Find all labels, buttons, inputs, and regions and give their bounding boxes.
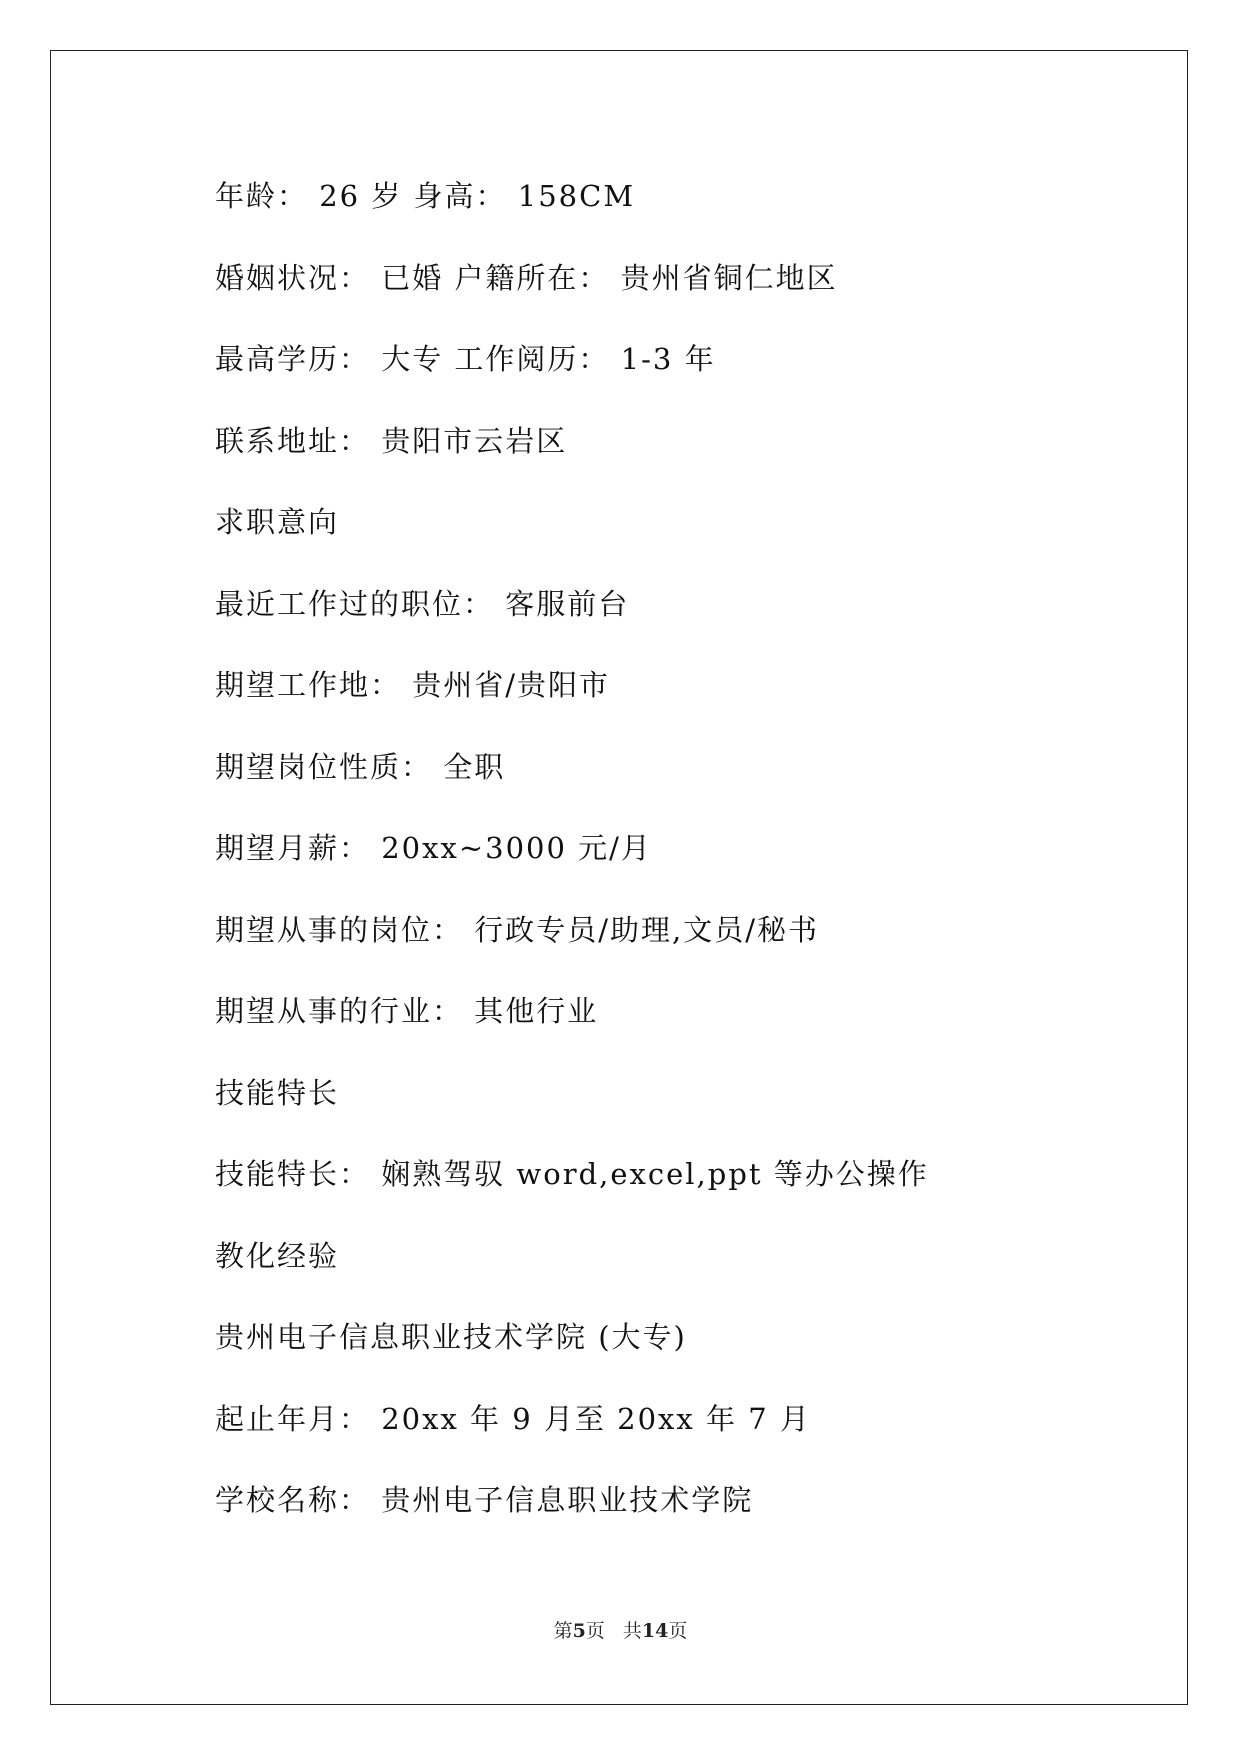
page-suffix: 页 bbox=[585, 1620, 605, 1642]
skills-line: 技能特长： 娴熟驾驭 word,excel,ppt 等办公操作 bbox=[215, 1157, 929, 1191]
expected-position-line: 期望从事的岗位： 行政专员/助理,文员/秘书 bbox=[215, 912, 819, 947]
section-heading-skills: 技能特长 bbox=[215, 1075, 340, 1110]
address-line: 联系地址： 贵阳市云岩区 bbox=[215, 423, 568, 458]
marital-hukou-line: 婚姻状况： 已婚 户籍所在： 贵州省铜仁地区 bbox=[215, 260, 838, 295]
study-period-line: 起止年月： 20xx 年 9 月至 20xx 年 7 月 bbox=[215, 1401, 811, 1436]
page-footer bbox=[0, 1616, 1241, 1643]
total-suffix: 页 bbox=[668, 1620, 688, 1642]
recent-position-line: 最近工作过的职位： 客服前台 bbox=[215, 586, 630, 621]
age-height-line: 年龄： 26 岁 身高： 158CM bbox=[215, 179, 636, 213]
section-heading-education: 教化经验 bbox=[215, 1238, 340, 1273]
total-prefix: 共 bbox=[622, 1620, 642, 1642]
total-pages: 14 bbox=[641, 1620, 669, 1642]
education-experience-line: 最高学历： 大专 工作阅历： 1-3 年 bbox=[215, 342, 716, 376]
expected-industry-line: 期望从事的行业： 其他行业 bbox=[215, 994, 599, 1028]
expected-salary-line: 期望月薪： 20xx~3000 元/月 bbox=[215, 831, 652, 865]
expected-job-type-line: 期望岗位性质： 全职 bbox=[215, 749, 506, 784]
expected-location-line: 期望工作地： 贵州省/贵阳市 bbox=[215, 668, 610, 702]
school-degree-line: 贵州电子信息职业技术学院 (大专) bbox=[215, 1320, 687, 1354]
page-prefix: 第 bbox=[553, 1620, 573, 1642]
section-heading-job-intention: 求职意向 bbox=[215, 505, 340, 539]
school-name-line: 学校名称： 贵州电子信息职业技术学院 bbox=[215, 1483, 754, 1517]
page-number: 5 bbox=[572, 1620, 586, 1642]
document-body bbox=[215, 166, 1115, 1552]
